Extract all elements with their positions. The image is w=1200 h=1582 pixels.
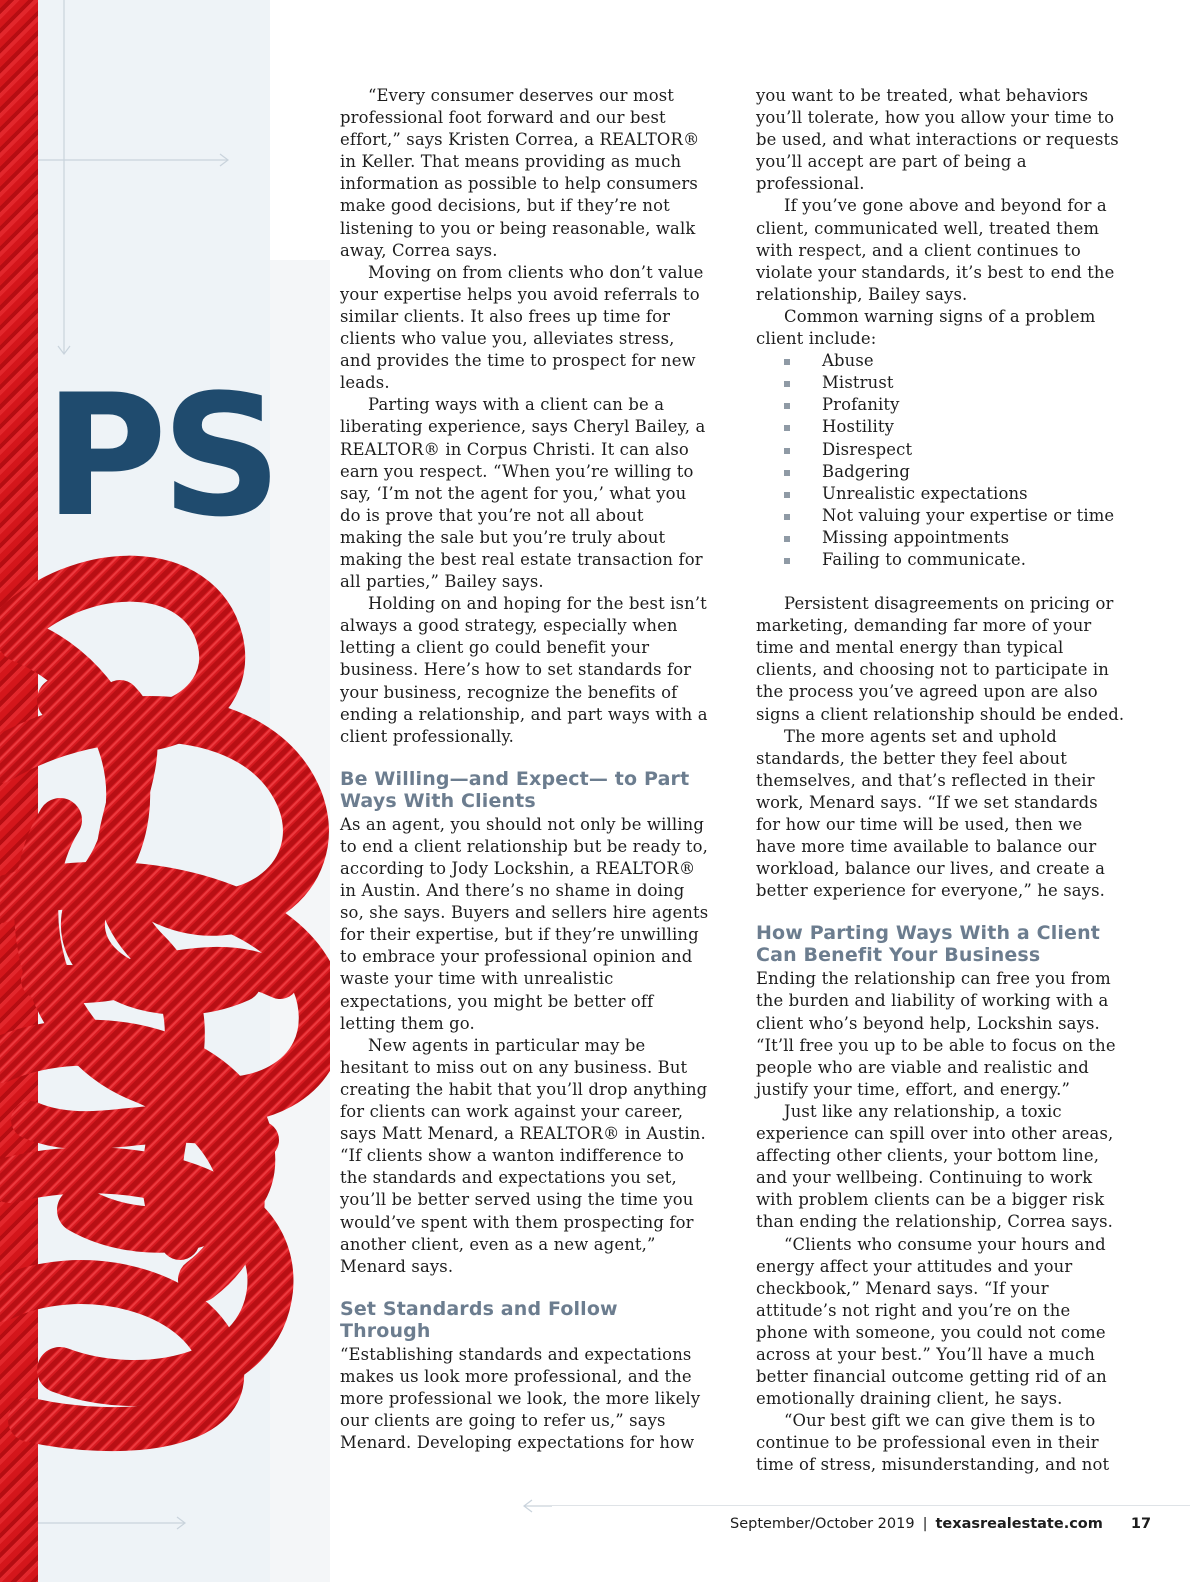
paragraph: Ending the relationship can free you from the burden and liability of working with a client who’s beyond help, Lockshin says. “It’ll free you up to be able to focus on the people who are viable and realistic and justify your time, effort, and energy.” [756, 969, 1116, 1099]
page-number: 17 [1130, 1516, 1152, 1532]
list-item: Not valuing your expertise or time [784, 505, 1126, 527]
paragraph: The more agents set and uphold standards, the better they feel about themselves, and that’s reflected in their work, Menard says. “If we set standards for how our time will be used, then we have more time available to balance our workload, balance our lives, and create a better experience for everyone,” he says. [756, 726, 1106, 901]
list-item: Missing appointments [784, 527, 1126, 549]
paragraph: Parting ways with a client can be a liberating experience, says Cheryl Bailey, a REALTOR® in Corpus Christi. It can also earn you respect. “When you’re willing to say, ‘I’m not the agent for you,’ what you do is prove that you’re not all about making the sale but you’re truly about making the best real estate transaction for all parties,” Bailey says. [340, 395, 706, 592]
paragraph: Moving on from clients who don’t value your expertise helps you avoid referrals to similar clients. It also frees up time for clients who value you, alleviates stress, and provides the time to prospect for new leads. [340, 262, 704, 393]
list-item: Unrealistic expectations [784, 483, 1126, 505]
section-heading: Be Willing—and Expect— to Part Ways With Clients [340, 767, 690, 812]
list-item: Profanity [784, 394, 1126, 416]
arrow-left-icon [522, 1496, 552, 1516]
list-item: Badgering [784, 461, 1126, 483]
page-footer [730, 1516, 1151, 1532]
list-item: Mistrust [784, 372, 1126, 394]
paragraph: “Every consumer deserves our most professional foot forward and our best effort,” says Kristen Correa, a REALTOR® in Keller. That means providing as much information as possible to help consumers make good decisions, but if they’re not listening to you or being reasonable, walk away, Correa says. [340, 86, 700, 260]
cover-art [0, 0, 330, 1582]
rope-knot-illustration [0, 0, 330, 1582]
website-link[interactable]: texasrealestate.com [935, 1516, 1103, 1532]
warning-signs-list [784, 350, 1126, 571]
section-heading: Set Standards and Follow Through [340, 1297, 618, 1342]
paragraph: If you’ve gone above and beyond for a client, communicated well, treated them with respect, and a client continues to violate your standards, it’s best to end the relationship, Bailey says. [756, 196, 1115, 304]
footer-rule [530, 1505, 1190, 1506]
paragraph: “Clients who consume your hours and energy affect your attitudes and your checkbook,” Menard says. “If your attitude’s not right and you’re on the phone with someone, you could not come across at your best.” You’ll have a much better financial outcome getting rid of an emotionally draining client, he says. [756, 1234, 1107, 1409]
list-item: Failing to communicate. [784, 549, 1126, 571]
paragraph: Persistent disagreements on pricing or marketing, demanding far more of your time and mental energy than typical clients, and choosing not to participate in the process you’ve agreed upon are also signs a client relationship should be ended. [756, 594, 1125, 724]
article-column-right [756, 85, 1126, 1477]
paragraph: Just like any relationship, a toxic experience can spill over into other areas, affecting other clients, your bottom line, and your wellbeing. Continuing to work with problem clients can be a bigger risk than ending the relationship, Correa says. [756, 1101, 1114, 1232]
paragraph: you want to be treated, what behaviors you’ll tolerate, how you allow your time to be used, and what interactions or requests you’ll accept are part of being a professional. [756, 86, 1119, 194]
paragraph: Holding on and hoping for the best isn’t always a good strategy, especially when letting a client go could benefit your business. Here’s how to set standards for your business, recognize the benefits of ending a relationship, and part ways with a client professionally. [340, 594, 708, 746]
headline-fragment: PS [44, 358, 277, 554]
article-column-left [340, 85, 710, 1454]
footer-separator: | [922, 1516, 928, 1532]
paragraph: As an agent, you should not only be willing to end a client relationship but be ready to, according to Jody Lockshin, a REALTOR® in Austin. And there’s no shame in doing so, she says. Buyers and sellers hire agents for their expertise, but if they’re unwilling to embrace your professional opinion and waste your time with unrealistic expectations, you might be better off letting them go. [340, 814, 709, 1033]
paragraph: New agents in particular may be hesitant to miss out on any business. But creating the habit that you’ll drop anything for clients can work against your career, says Matt Menard, a REALTOR® in Austin. “If clients show a wanton indifference to the standards and expectations you set, you’ll be better served using the time you would’ve spent with them prospecting for another client, even as a new agent,” Menard says. [340, 1035, 708, 1276]
section-heading: How Parting Ways With a Client Can Benefit Your Business [756, 922, 1100, 967]
issue-date: September/October 2019 [730, 1516, 915, 1532]
paragraph: “Our best gift we can give them is to continue to be professional even in their time of stress, misunderstanding, and not [756, 1411, 1110, 1475]
list-item: Hostility [784, 416, 1126, 438]
list-item: Disrespect [784, 439, 1126, 461]
list-item: Abuse [784, 350, 1126, 372]
paragraph: Common warning signs of a problem client include: [756, 306, 1096, 349]
paragraph: “Establishing standards and expectations makes us look more professional, and the more professional we look, the more likely our clients are going to refer us,” says Menard. Developing expectations for how [340, 1344, 701, 1453]
